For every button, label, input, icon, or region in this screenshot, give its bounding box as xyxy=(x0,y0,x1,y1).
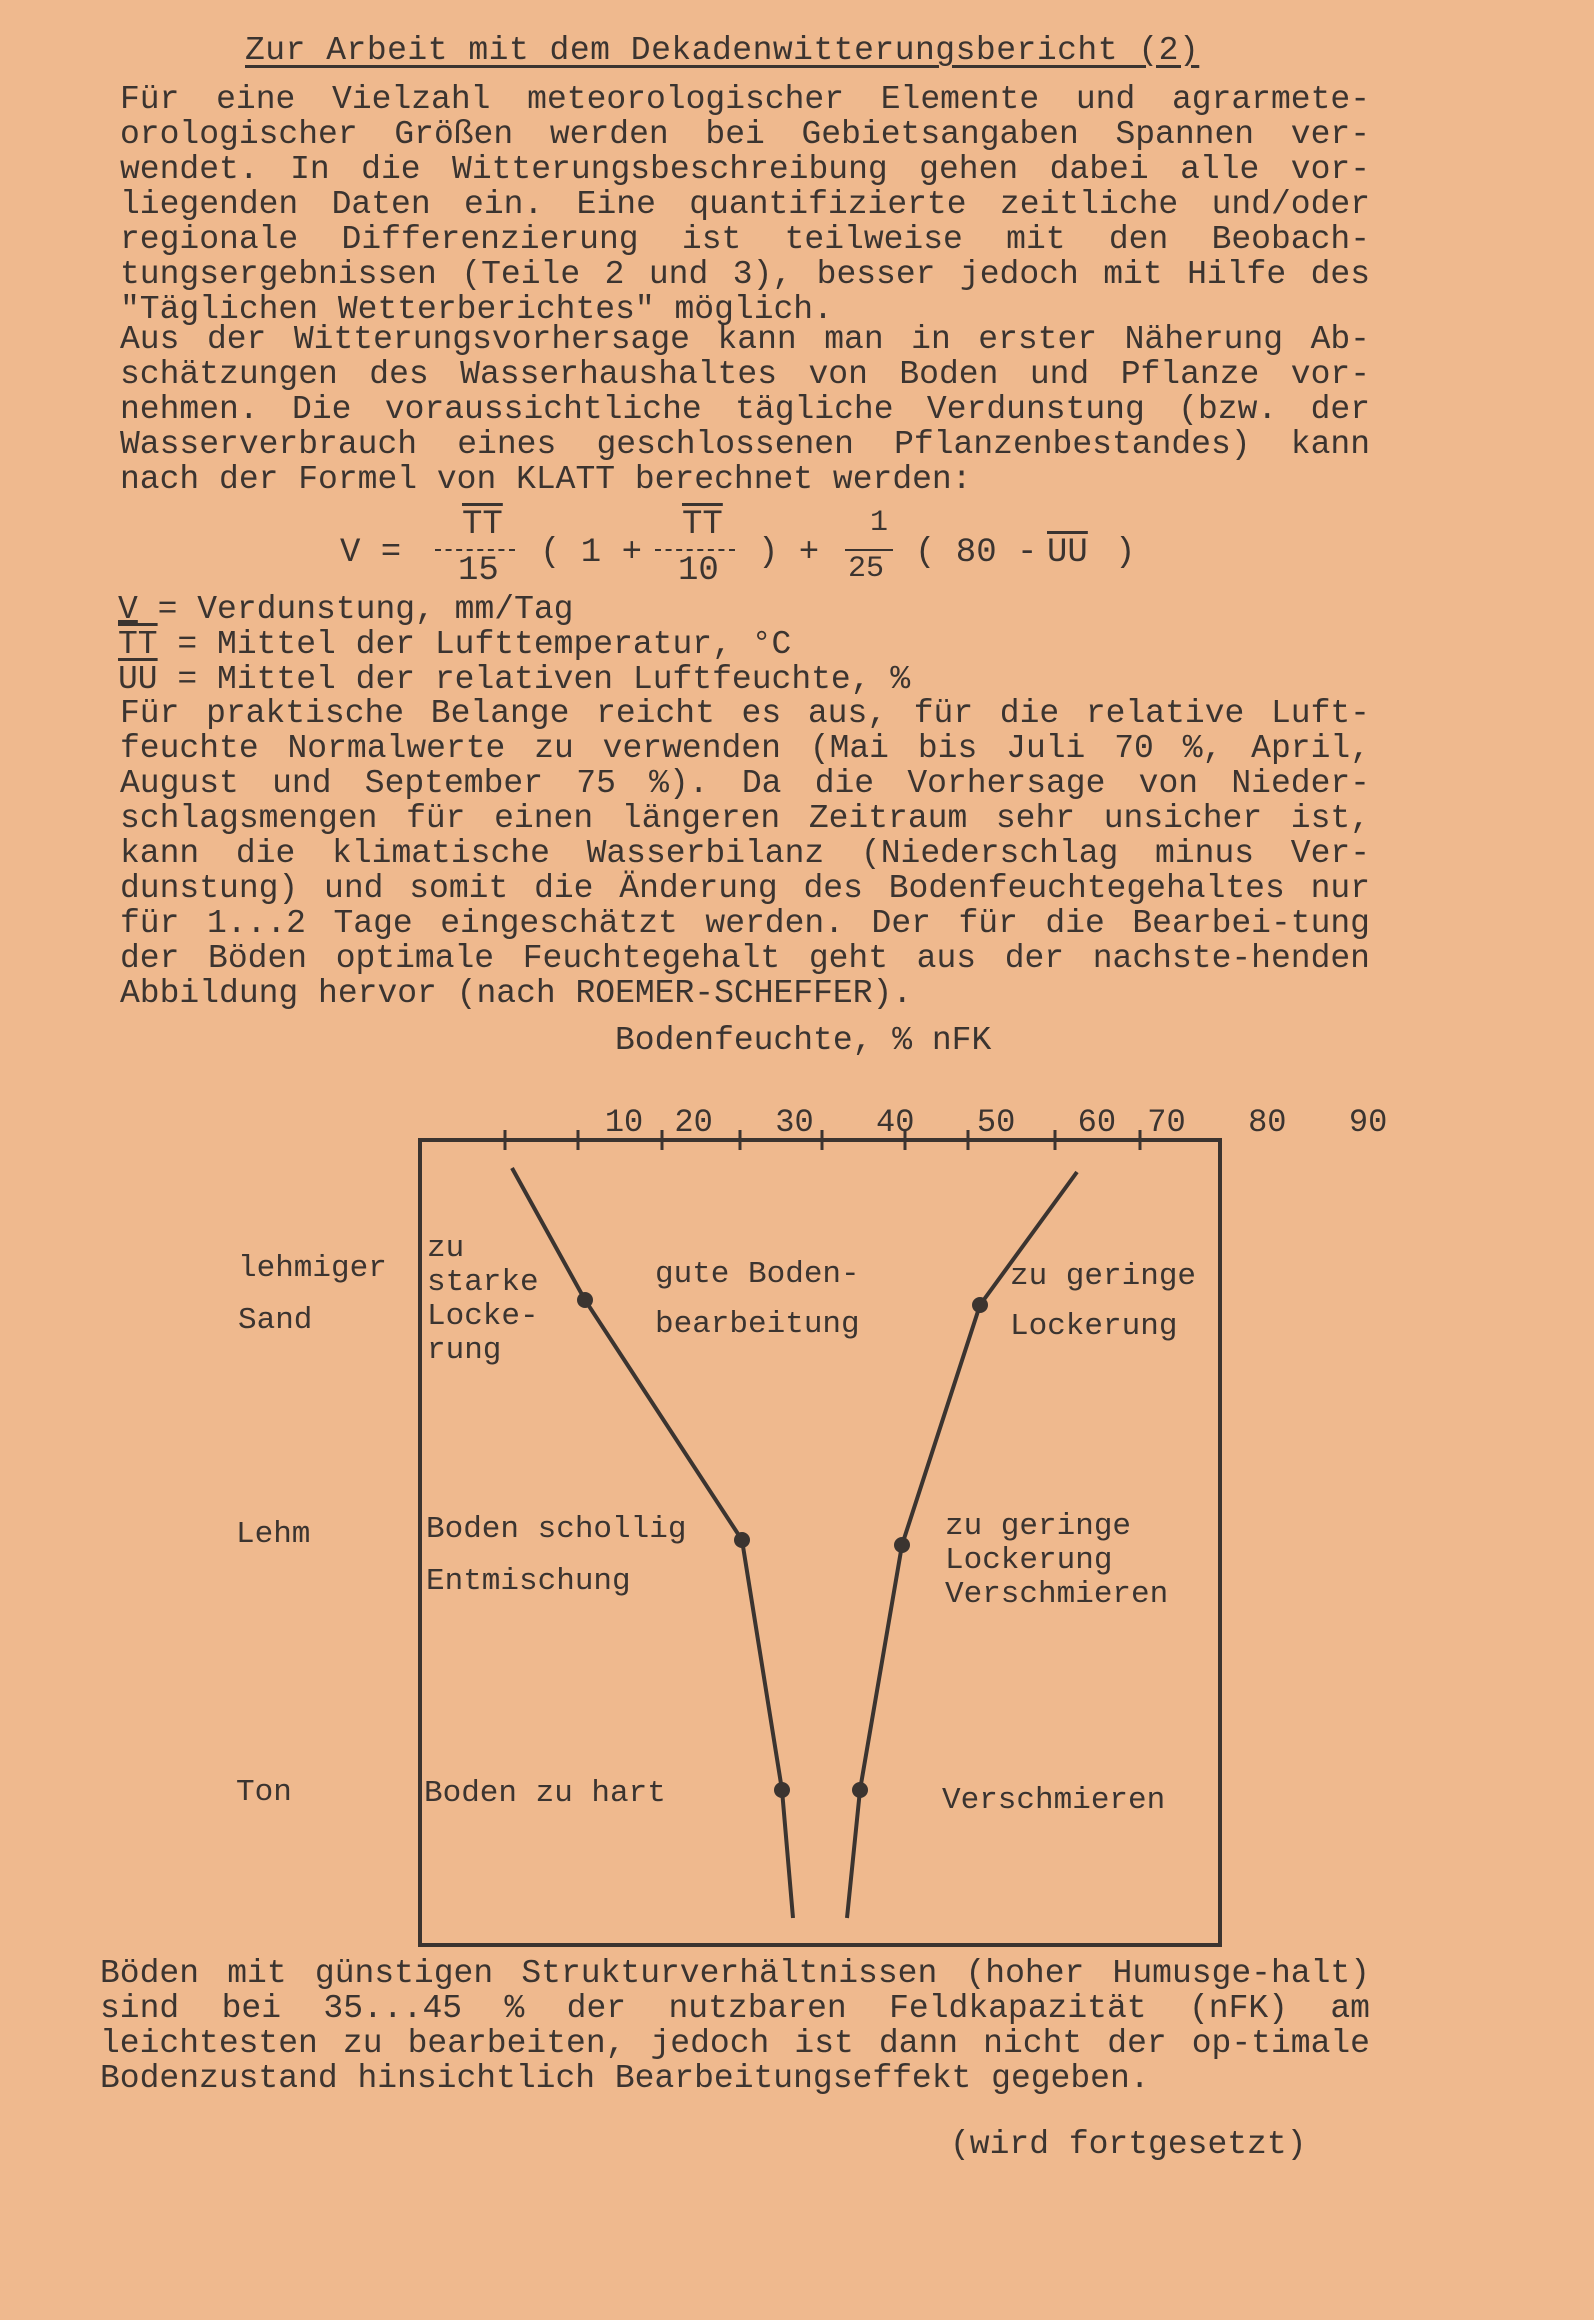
formula-open1: ( 1 + xyxy=(540,534,643,572)
point-right-lehm xyxy=(894,1537,910,1553)
region-verschmieren: Verschmieren xyxy=(942,1783,1166,1818)
point-left-lehm xyxy=(734,1532,750,1548)
paragraph-conclusion: Böden mit günstigen Strukturverhältnissen (hoher Humusge-halt) sind bei 35...45 % der nutzbaren Feldkapazität (nFK) am leichtesten zu bearbeiten, jedoch ist dann nicht der op-timale Bodenzustand hinsichtlich Bearbeitungseffekt gegeben. xyxy=(100,1955,1390,2097)
paragraph-intro: Für eine Vielzahl meteorologischer Elemente und agrarmete-orologischer Größen werden bei Gebietsangaben Spannen ver-wendet. In die Witterungsbeschreibung gehen dabei alle vor-liegenden Daten ein. Eine quantifizierte zeitliche und/oder regionale Differenzierung ist teilweise mit den Beobach-tungsergebnissen (Teile 2 und 3), besser jedoch mit Hilfe des "Täglichen Wetterberichtes" möglich. xyxy=(120,81,1390,328)
formula-den3: 25 xyxy=(848,552,885,586)
legend-symbol: $\overline{TT}$ xyxy=(118,626,158,663)
point-right-sand xyxy=(972,1297,988,1313)
region-boden-schollig: Boden schollig Entmischung xyxy=(426,1512,687,1599)
formula-open2: ( 80 - xyxy=(915,534,1038,572)
formula-num2: $\overline{TT}$ xyxy=(682,506,723,544)
tick-40: 40 xyxy=(876,1104,915,1141)
formula-num3: 1 xyxy=(870,506,889,540)
tick-90: 90 xyxy=(1348,1104,1388,1141)
point-right-ton xyxy=(852,1782,868,1798)
point-left-sand xyxy=(577,1292,593,1308)
legend-symbol: V xyxy=(118,591,138,628)
region-zu-geringe-lockerung-mid: zu geringe Lockerung Verschmieren xyxy=(945,1509,1169,1612)
legend-symbol: $\overline{UU}$ xyxy=(118,661,158,698)
tick-60: 60 xyxy=(1077,1104,1117,1141)
tick-80: 80 xyxy=(1248,1104,1287,1141)
tick-70: 70 xyxy=(1147,1104,1186,1141)
paragraph-water-balance: Für praktische Belange reicht es aus, für die relative Luft-feuchte Normalwerte zu verwenden (Mai bis Juli 70 %, April, August und September 75 %). Da die Vorhersage von Nieder-schlagsmengen für einen längeren Zeitraum sehr unsicher ist, kann die klimatische Wasserbilanz (Niederschlag minus Ver-dunstung) und somit die Änderung des Bodenfeuchtegehaltes nur für 1...2 Tage eingeschätzt werden. Der für die Bearbei-tung der Böden optimale Feuchtegehalt geht aus der nachste-henden Abbildung hervor (nach ROEMER-SCHEFFER). xyxy=(120,695,1390,1012)
region-gute-bodenbearbeitung: gute Boden- bearbeitung xyxy=(655,1257,860,1342)
region-boden-zu-hart: Boden zu hart xyxy=(424,1776,666,1811)
formula-num1: $\overline{TT}$ xyxy=(462,506,503,544)
tick-20: 20 xyxy=(674,1104,713,1141)
legend-text: = Verdunstung, mm/Tag xyxy=(137,591,574,628)
formula-den1: 15 xyxy=(458,552,499,590)
tick-30: 30 xyxy=(775,1104,814,1141)
row-label-ton: Ton xyxy=(236,1775,292,1810)
continued-note: (wird fortgesetzt) xyxy=(950,2126,1307,2163)
tick-50: 50 xyxy=(976,1104,1016,1141)
legend-text: = Mittel der relativen Luftfeuchte, % xyxy=(157,661,911,698)
region-zu-starke-lockerung: zu starke Locke- rung xyxy=(427,1231,539,1368)
legend-text: = Mittel der Lufttemperatur, °C xyxy=(157,626,792,663)
formula-lhs: V = xyxy=(340,534,402,572)
formula-uu: $\overline{UU}$ xyxy=(1047,534,1088,572)
row-label-lehmiger-sand: lehmiger Sand xyxy=(238,1251,387,1338)
formula-close1: ) + xyxy=(758,534,820,572)
page-title: Zur Arbeit mit dem Dekadenwitterungsbericht (2) xyxy=(245,32,1200,69)
tick-10: 10 xyxy=(604,1104,644,1141)
point-left-ton xyxy=(774,1782,790,1798)
formula-close2: ) xyxy=(1115,534,1136,572)
row-label-lehm: Lehm xyxy=(236,1517,311,1552)
region-zu-geringe-lockerung-top: zu geringe Lockerung xyxy=(1010,1259,1197,1344)
paragraph-evaporation: Aus der Witterungsvorhersage kann man in erster Näherung Ab-schätzungen des Wasserhaushaltes von Boden und Pflanze vor-nehmen. Die voraussichtliche tägliche Verdunstung (bzw. der Wasserverbrauch eines geschlossenen Pflanzenbestandes) kann nach der Formel von KLATT berechnet werden: xyxy=(120,321,1390,498)
formula-den2: 10 xyxy=(678,552,719,590)
figure-axis-title: Bodenfeuchte, % nFK xyxy=(615,1022,992,1059)
